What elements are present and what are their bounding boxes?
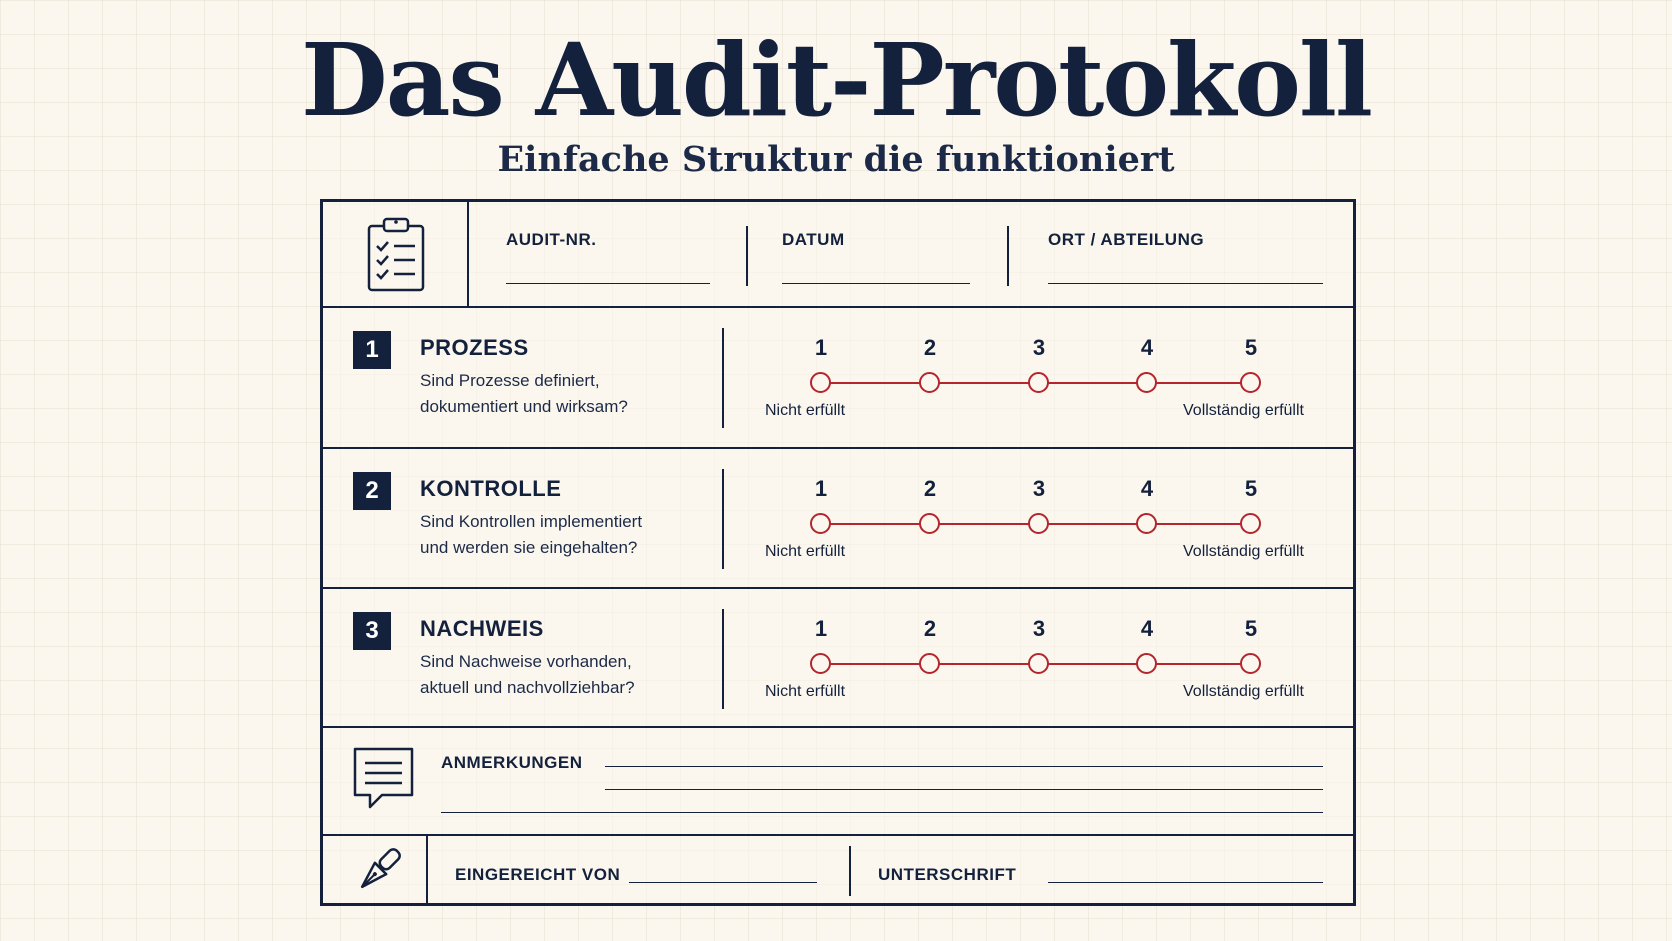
criterion-divider — [722, 328, 724, 428]
signature-separator — [849, 846, 851, 896]
rating-value-label: 4 — [1140, 616, 1154, 641]
signature-field[interactable] — [1048, 882, 1323, 883]
rating-value-label: 3 — [1032, 476, 1046, 501]
rating-value-label: 3 — [1032, 616, 1046, 641]
criterion-divider — [722, 609, 724, 709]
criterion-title: KONTROLLE — [420, 476, 562, 501]
page-title: Das Audit-Protokoll — [301, 21, 1371, 139]
divider-criterion-1 — [323, 447, 1353, 449]
criterion-description — [420, 368, 720, 420]
rating-value-label: 4 — [1140, 335, 1154, 360]
criterion-title: PROZESS — [420, 335, 529, 360]
notes-label: ANMERKUNGEN — [441, 753, 583, 772]
rating-option-1[interactable] — [810, 513, 831, 534]
rating-value-label: 3 — [1032, 335, 1046, 360]
signature-icon-divider — [426, 834, 428, 906]
rating-option-2[interactable] — [919, 653, 940, 674]
criterion-description-line: Sind Kontrollen implementiert — [420, 512, 643, 531]
clipboard-checklist-icon — [365, 216, 427, 299]
criterion-description-line: aktuell und nachvollziehbar? — [420, 678, 635, 697]
criterion-title: NACHWEIS — [420, 616, 544, 641]
rating-option-3[interactable] — [1028, 372, 1049, 393]
rating-option-5[interactable] — [1240, 513, 1261, 534]
criterion-description-line: dokumentiert und wirksam? — [420, 397, 628, 416]
scale-low-label: Nicht erfüllt — [765, 543, 846, 560]
notes-line-1[interactable] — [605, 766, 1323, 767]
rating-option-3[interactable] — [1028, 653, 1049, 674]
audit-nr-label: AUDIT-NR. — [506, 230, 597, 249]
rating-value-label: 5 — [1244, 335, 1258, 360]
divider-criterion-2 — [323, 587, 1353, 589]
fountain-pen-icon — [351, 845, 403, 904]
criterion-description — [420, 649, 720, 701]
rating-value-label: 4 — [1140, 476, 1154, 501]
scale-low-label: Nicht erfüllt — [765, 402, 846, 419]
ort-abteilung-field[interactable] — [1048, 283, 1323, 284]
rating-value-label: 1 — [814, 476, 828, 501]
criterion-description-line: und werden sie eingehalten? — [420, 538, 638, 557]
page-subtitle: Einfache Struktur die funktioniert — [497, 139, 1175, 180]
criterion-number-badge: 3 — [353, 612, 391, 650]
submitted-by-field[interactable] — [629, 882, 817, 883]
notes-line-2[interactable] — [605, 789, 1323, 790]
rating-option-4[interactable] — [1136, 513, 1157, 534]
rating-option-1[interactable] — [810, 653, 831, 674]
scale-high-label: Vollständig erfüllt — [1183, 543, 1304, 560]
criterion-description-line: Sind Nachweise vorhanden, — [420, 652, 632, 671]
divider-notes — [323, 834, 1353, 836]
criterion-number-badge: 1 — [353, 331, 391, 369]
rating-value-label: 1 — [814, 616, 828, 641]
divider-criterion-3 — [323, 726, 1353, 728]
scale-low-label: Nicht erfüllt — [765, 683, 846, 700]
scale-high-label: Vollständig erfüllt — [1183, 402, 1304, 419]
rating-value-label: 2 — [923, 335, 937, 360]
meta-separator-2 — [1007, 226, 1009, 286]
rating-option-5[interactable] — [1240, 372, 1261, 393]
rating-option-4[interactable] — [1136, 653, 1157, 674]
rating-option-2[interactable] — [919, 372, 940, 393]
submitted-by-label: EINGEREICHT VON — [455, 865, 621, 884]
criterion-description — [420, 509, 720, 561]
speech-bubble-icon — [352, 746, 416, 817]
rating-option-5[interactable] — [1240, 653, 1261, 674]
signature-label: UNTERSCHRIFT — [878, 865, 1017, 884]
rating-option-1[interactable] — [810, 372, 831, 393]
rating-option-2[interactable] — [919, 513, 940, 534]
rating-value-label: 1 — [814, 335, 828, 360]
rating-value-label: 5 — [1244, 476, 1258, 501]
criterion-description-line: Sind Prozesse definiert, — [420, 371, 600, 390]
rating-value-label: 5 — [1244, 616, 1258, 641]
rating-value-label: 2 — [923, 616, 937, 641]
notes-line-3[interactable] — [441, 812, 1323, 813]
rating-option-4[interactable] — [1136, 372, 1157, 393]
audit-form — [320, 199, 1356, 906]
datum-label: DATUM — [782, 230, 845, 249]
header-icon-divider — [467, 202, 469, 306]
criterion-divider — [722, 469, 724, 569]
rating-option-3[interactable] — [1028, 513, 1049, 534]
scale-high-label: Vollständig erfüllt — [1183, 683, 1304, 700]
divider-header — [323, 306, 1353, 308]
ort-abteilung-label: ORT / ABTEILUNG — [1048, 230, 1205, 249]
rating-value-label: 2 — [923, 476, 937, 501]
datum-field[interactable] — [782, 283, 970, 284]
criterion-number-badge: 2 — [353, 472, 391, 510]
meta-separator-1 — [746, 226, 748, 286]
audit-nr-field[interactable] — [506, 283, 710, 284]
